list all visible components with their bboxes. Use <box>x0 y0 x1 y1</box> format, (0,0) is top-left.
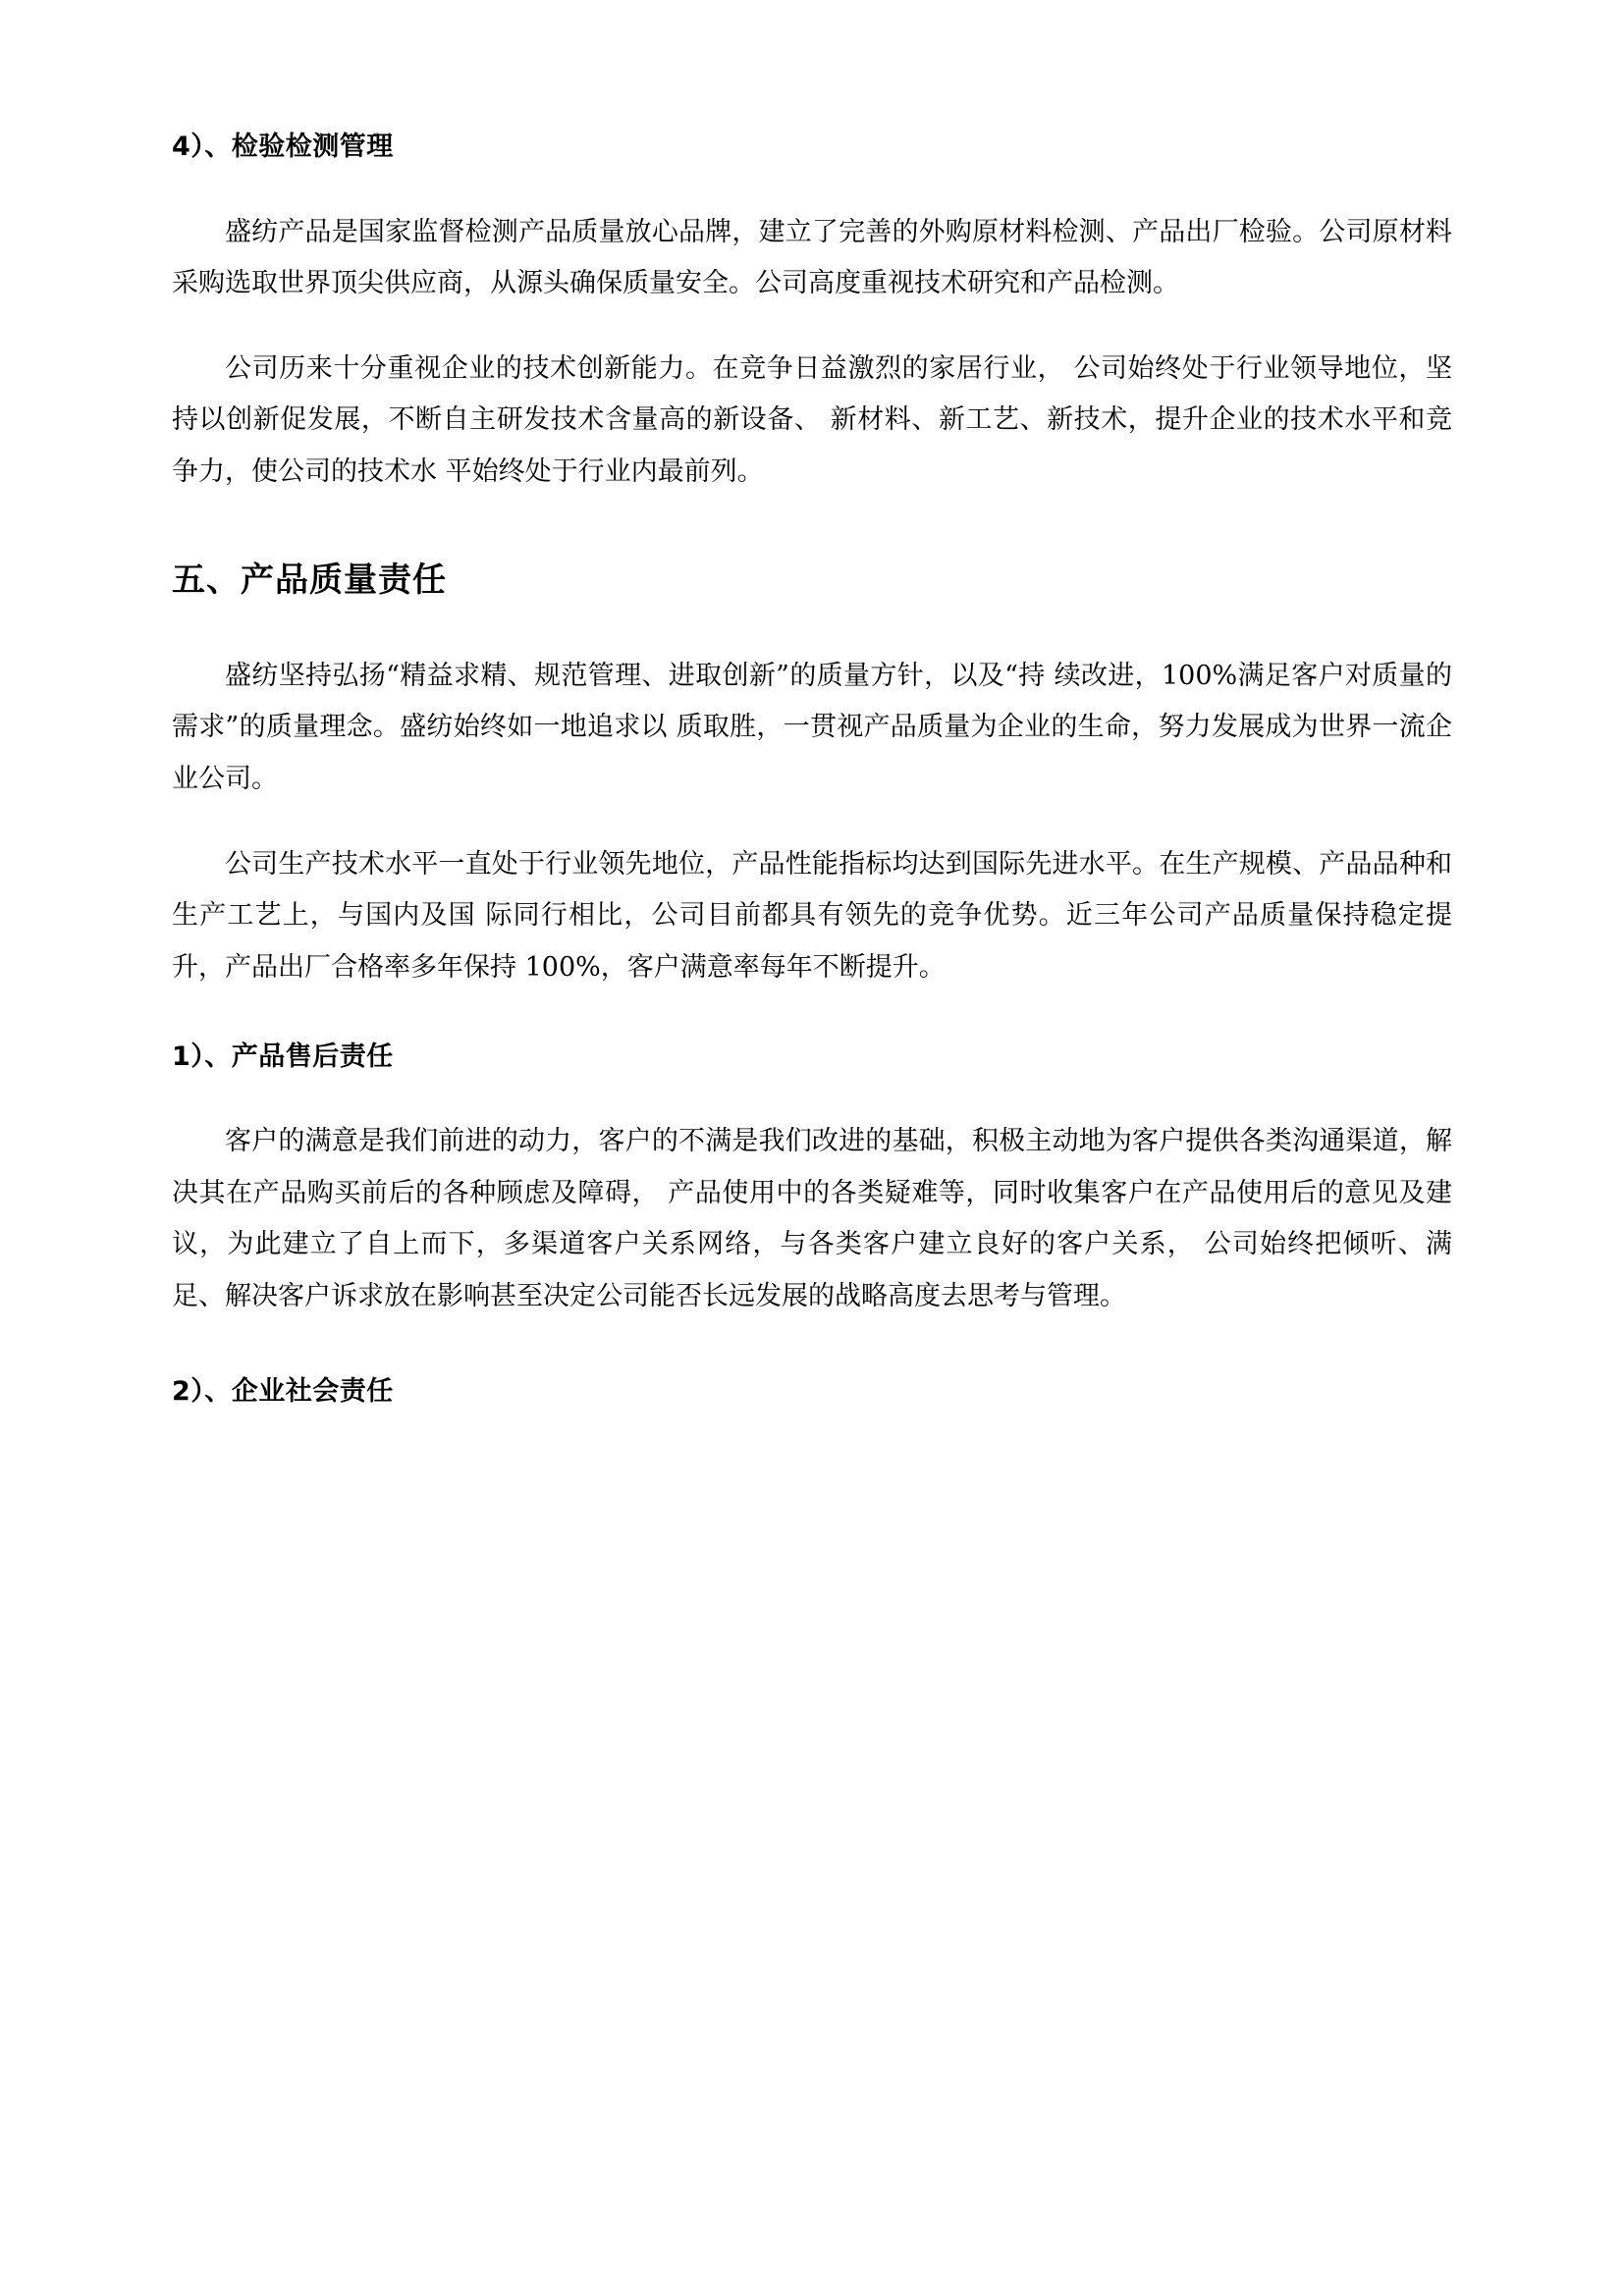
paragraph-production-technology: 公司生产技术水平一直处于行业领先地位，产品性能指标均达到国际先进水平。在生产规模、产品品种和生产工艺上，与国内及国 际同行相比，公司目前都具有领先的竞争优势。近三年公司产品质量保持稳定提升，产品出厂合格率多年保持 100%，客户满意率每年不断提升。 <box>172 848 1452 983</box>
spacer <box>172 1323 1452 1372</box>
spacer <box>172 168 1452 207</box>
spacer <box>172 994 1452 1038</box>
paragraph-customer-satisfaction: 客户的满意是我们前进的动力，客户的不满是我们改进的基础，积极主动地为客户提供各类沟通渠道，解决其在产品购买前后的各种顾虑及障碍， 产品使用中的各类疑难等，同时收集客户在产品使用后的意见及建议，为此建立了自上而下，多渠道客户关系网络，与各类客户建立良好的客户关系， 公司始终把倾听、满足、解决客户诉求放在影响甚至决定公司能否长远发展的战略高度去思考与管理。 <box>172 1126 1452 1311</box>
spacer <box>172 1077 1452 1116</box>
spacer <box>172 310 1452 344</box>
paragraph-product-inspection: 盛纺产品是国家监督检测产品质量放心品牌，建立了完善的外购原材料检测、产品出厂检验。公司原材料采购选取世界顶尖供应商，从源头确保质量安全。公司高度重视技术研究和产品检测。 <box>172 216 1452 299</box>
spacer <box>172 606 1452 651</box>
heading-after-sales-responsibility: 1）、产品售后责任 <box>172 1041 394 1072</box>
paragraph-quality-policy: 盛纺坚持弘扬“精益求精、规范管理、进取创新”的质量方针，以及“持 续改进，100%满足客户对质量的需求”的质量理念。盛纺始终如一地追求以 质取胜，一贯视产品质量为企业的生命，努力发展成为世界一流企业公司。 <box>172 660 1452 794</box>
spacer <box>172 806 1452 839</box>
document-body <box>172 128 1452 1412</box>
heading-product-quality-responsibility: 五、产品质量责任 <box>172 560 447 600</box>
spacer <box>172 499 1452 556</box>
heading-inspection-management: 4）、检验检测管理 <box>172 132 394 162</box>
heading-social-responsibility: 2）、企业社会责任 <box>172 1375 394 1407</box>
paragraph-technical-innovation: 公司历来十分重视企业的技术创新能力。在竞争日益激烈的家居行业， 公司始终处于行业领导地位，坚持以创新促发展，不断自主研发技术含量高的新设备、 新材料、新工艺、新技术，提升企业的技术水平和竞争力，使公司的技术水 平始终处于行业内最前列。 <box>172 352 1452 488</box>
